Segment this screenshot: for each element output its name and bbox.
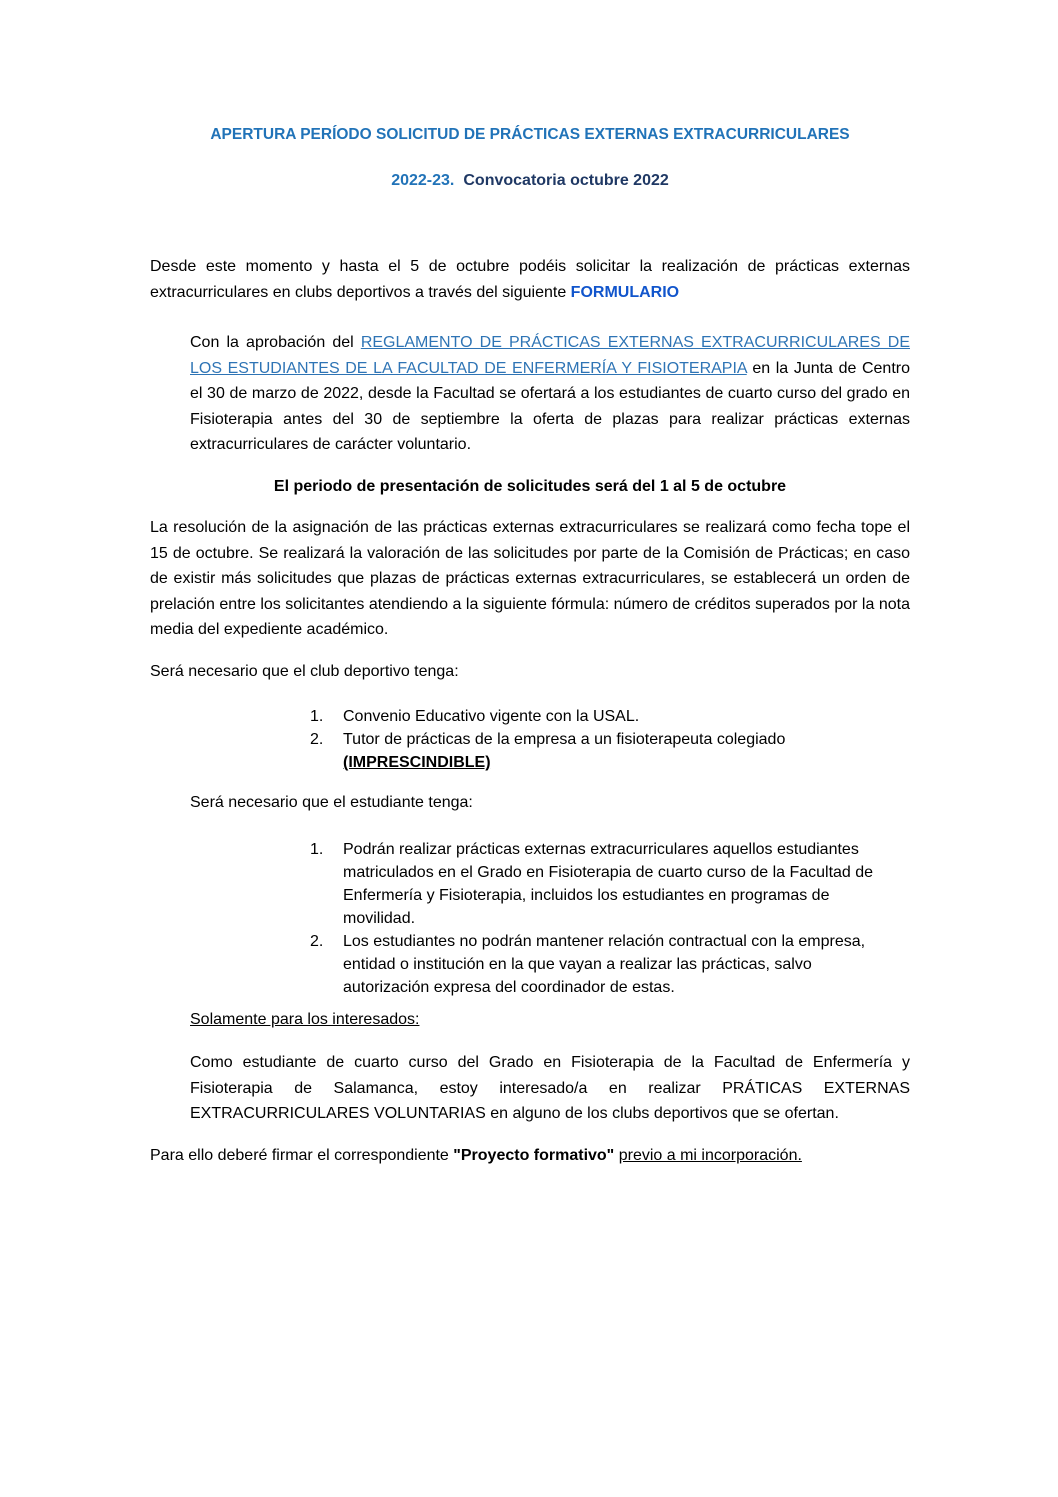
subtitle-year: 2022-23. (391, 172, 455, 189)
page-subtitle (150, 168, 910, 194)
reglamento-link[interactable]: REGLAMENTO DE PRÁCTICAS EXTERNAS EXTRACURRICULARES DE LOS ESTUDIANTES DE LA FACULTAD DE ENFERMERÍA Y FISIOTERAPIA (190, 334, 910, 377)
item-number: 2. (310, 932, 324, 950)
approval-tail: en la Junta de Centro el 30 de marzo de 2022, desde la Facultad se ofertará a los estudiantes de cuarto curso del grado en Fisioterapia antes del 30 de septiembre la oferta de plazas para realizar prácticas externas extracurriculares de carácter voluntario. (190, 359, 910, 453)
resolution-paragraph: La resolución de la asignación de las prácticas externas extracurriculares se realizará como fecha tope el 15 de octubre. Se realizará la valoración de las solicitudes por parte de la Comisión de Prácticas; en caso de existir más solicitudes que plazas de prácticas externas extracurriculares, se establecerá un orden de prelación entre los solicitantes atendiendo a la siguiente fórmula: número de créditos superados por la nota media del expediente académico. (150, 519, 910, 638)
club-requirements-list (150, 705, 910, 774)
closing-lead: Para ello deberé firmar el correspondiente (150, 1146, 449, 1164)
item-number: 2. (310, 731, 324, 748)
item-text-main: Tutor de prácticas de la empresa a un fisioterapeuta colegiado (343, 731, 786, 748)
item-text: Los estudiantes no podrán mantener relación contractual con la empresa, entidad o institución en la que vayan a realizar las prácticas, salvo autorización expresa del coordinador de estas. (343, 932, 866, 996)
student-requirements-heading: Será necesario que el estudiante tenga: (190, 794, 473, 811)
intro-text: Desde este momento y hasta el 5 de octubre podéis solicitar la realización de prácticas externas extracurriculares en clubs deportivos a través del siguiente (150, 258, 910, 301)
item-number: 1. (310, 708, 324, 725)
student-requirements-list (150, 838, 910, 999)
list-item (310, 728, 910, 774)
list-item (310, 930, 910, 999)
item-text: Convenio Educativo vigente con la USAL. (343, 708, 640, 725)
approval-paragraph (190, 330, 910, 458)
item-number: 1. (310, 840, 324, 858)
closing-bold: "Proyecto formativo" (453, 1146, 615, 1164)
item-text: Podrán realizar prácticas externas extracurriculares aquellos estudiantes matriculados en el Grado en Fisioterapia de cuarto curso de la Facultad de Enfermería y Fisioterapia, incluidos los estudiantes en programas de movilidad. (343, 840, 874, 927)
page-title: APERTURA PERÍODO SOLICITUD DE PRÁCTICAS EXTERNAS EXTRACURRICULARES (210, 126, 850, 143)
closing-underlined: previo a mi incorporación. (618, 1146, 802, 1164)
document-content (0, 122, 1058, 1168)
interested-heading: Solamente para los interesados: (190, 1010, 420, 1028)
list-item (310, 838, 910, 930)
formulario-link[interactable]: FORMULARIO (570, 283, 680, 301)
closing-line (150, 1143, 910, 1169)
deadline-notice: El periodo de presentación de solicitudes será del 1 al 5 de octubre (273, 477, 787, 495)
interested-statement: Como estudiante de cuarto curso del Grado en Fisioterapia de la Facultad de Enfermería y Fisioterapia de Salamanca, estoy interesado/a en realizar PRÁTICAS EXTERNAS EXTRACURRICULARES VOLUNTARIAS en alguno de los clubs deportivos que se ofertan. (190, 1054, 910, 1122)
subtitle-session: Convocatoria octubre 2022 (463, 172, 669, 189)
intro-paragraph (150, 254, 910, 305)
item-text (343, 728, 843, 774)
list-item (310, 705, 910, 728)
club-requirements-heading: Será necesario que el club deportivo tenga: (150, 662, 459, 680)
item-emphasis: (IMPRESCINDIBLE) (343, 754, 491, 771)
approval-lead: Con la aprobación del (190, 334, 354, 351)
